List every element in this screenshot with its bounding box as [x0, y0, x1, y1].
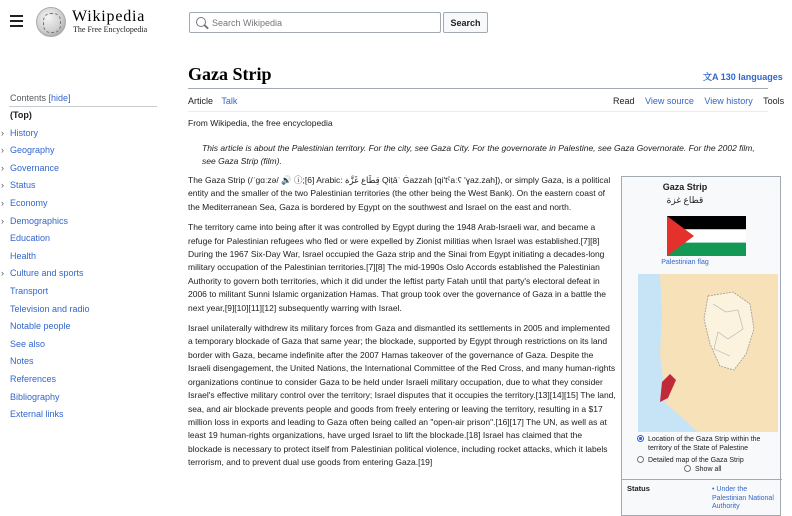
toc-item-label: Transport [10, 285, 49, 296]
toc-item[interactable] [0, 321, 160, 339]
infobox [621, 176, 781, 516]
toc-item[interactable] [0, 198, 160, 216]
toc-item[interactable] [0, 339, 160, 357]
main-menu-icon[interactable] [10, 15, 23, 27]
search-icon [196, 17, 206, 27]
toc-item-label: History [10, 127, 39, 138]
toc-item[interactable] [0, 374, 160, 392]
site-header [0, 0, 768, 46]
toc-item-label: Notes [10, 356, 34, 367]
toc-item[interactable] [0, 268, 160, 286]
toc-item[interactable] [0, 356, 160, 374]
chevron-right-icon[interactable]: › [1, 215, 4, 226]
page-title: Gaza Strip [188, 64, 272, 84]
toc-item-label: Governance [10, 162, 60, 173]
logo-wordmark[interactable]: Wikipedia [72, 8, 146, 25]
tab-read[interactable]: Read [613, 96, 635, 112]
toc-item-label: Geography [10, 145, 55, 156]
languages-button[interactable] [703, 70, 783, 83]
toc-item-label: Culture and sports [10, 268, 84, 279]
toc-item[interactable] [0, 145, 160, 163]
infobox-divider [622, 479, 782, 480]
toc-item-label: Status [10, 180, 36, 191]
infobox-title: Gaza Strip [662, 182, 708, 192]
paragraph-intro: The Gaza Strip (/ˈɡɑːzə/ 🔊 ⓘ;[6] Arabic: قِطَاع غَزَّة Qiṭāʿ Ġazzah [qi'tˤaːʕ 'ɣaz.zah]), or simply Gaza, is a political entity and the smaller of the two Palestinian territories (the other being the West Bank). On the eastern coast of the Mediterranean Sea, Gaza is bordered by Egypt on the southwest and Israel on the east and north. [188, 175, 611, 212]
toc-item[interactable] [0, 251, 160, 269]
paragraph-blockade: Israel unilaterally withdrew its military forces from Gaza and dismantled its settlements in 2005 and implemented a temporary blockade of Gaza that same year; the blockade, supported by Egypt through restrictions on its land border with Gaza, became indefinite after the 2007 Hamas takeover of the governance of Gaza. Despite the Israeli disengagement, the United Nations, the International Committee of the Red Cross, and many human-rights organizations continue to consider Gaza to be held under Israeli military occupation, due to what they consider Israel's effective military control over the territory; Israel disputes that it occupies the territory.[13][14][15] The land, sea, and air blockade prevents people and goods from freely entering or leaving the territory, resulting in a $17 million loss in exports and leading to Gaza often being called an "open-air prison".[16][17] The UN, as well as at least 19 human-rights organizations, have urged Israel to lift the blockade.[18] Israel has claimed that the blockade is necessary to protect itself from Palestinian political violence, including rocket attacks, which it labels terrorism, and to prevent dual use goods from entering Gaza.[19] [188, 323, 616, 468]
chevron-right-icon[interactable]: › [1, 145, 4, 156]
paragraph-history: The territory came into being after it was controlled by Egypt during the 1948 Arab-Israeli war, and became a refuge for Palestinian refugees who fled or were expelled by Zionist militias when Israel was established.[7][8] During the 1967 Six-Day War, Israel occupied the Gaza strip and the Sinai from Egypt initiating a decades-long military occupation of the Palestinian territories.[7][8] The mid-1990s Oslo Accords established the Palestinian Authority to govern both territories, which it did under the leftist party Fatah until that party's electoral defeat in 2006 to militant Sunni Islamic organization Hamas. That group took over the governance of Gaza in a battle the next year,[9][10][11][12] subsequently warring with Israel. [188, 222, 607, 313]
tab-view-history[interactable]: View history [704, 96, 753, 106]
toc-item[interactable] [0, 286, 160, 304]
toc-item-label: References [10, 373, 57, 384]
namespace-tabs [188, 96, 243, 106]
toc-item-label: Demographics [10, 215, 69, 226]
logo-tagline: The Free Encyclopedia [73, 25, 148, 34]
map-option-label: Location of the Gaza Strip within the territory of the State of Palestine [648, 436, 761, 452]
search-button[interactable]: Search [443, 12, 488, 33]
article-body [188, 174, 616, 477]
radio-icon [637, 456, 644, 463]
toc-item[interactable] [0, 409, 160, 427]
title-divider [188, 88, 768, 89]
tab-tools[interactable]: Tools [763, 96, 785, 106]
hatnote: This article is about the Palestinian territory. For the city, see Gaza City. For the governorate in Palestine, see Gaza Governorate. For the 2002 film, see Gaza Strip (film). [202, 143, 755, 166]
chevron-right-icon[interactable]: › [1, 127, 4, 138]
toc-item[interactable] [0, 233, 160, 251]
toc-hide-link[interactable]: [hide] [48, 93, 71, 103]
tabs-divider [188, 111, 768, 112]
infobox-native-name: قطاع غزة [666, 195, 704, 205]
status-value[interactable]: • Under the Palestinian National Authority [712, 486, 774, 510]
translate-icon: 文A [703, 72, 719, 82]
search-box[interactable] [189, 12, 441, 33]
radio-selected-icon [637, 435, 644, 442]
toc-item-label: (Top) [10, 110, 32, 120]
toc-item-label: Television and radio [10, 303, 90, 314]
view-tabs [613, 96, 792, 106]
site-subtitle: From Wikipedia, the free encyclopedia [188, 118, 333, 128]
toc-item[interactable] [0, 128, 160, 146]
toc-item-label: Notable people [10, 321, 71, 332]
map-option-label: Detailed map of the Gaza Strip [648, 457, 744, 464]
wikipedia-globe-logo[interactable] [36, 7, 66, 37]
status-label: Status [627, 484, 650, 493]
chevron-right-icon[interactable]: › [1, 268, 4, 279]
palestinian-flag-image[interactable] [667, 216, 746, 256]
radio-icon [684, 465, 691, 472]
map-option-detailed[interactable] [637, 456, 744, 465]
chevron-right-icon[interactable]: › [1, 180, 4, 191]
toc-list [0, 110, 160, 427]
chevron-right-icon[interactable]: › [1, 162, 4, 173]
chevron-right-icon[interactable]: › [1, 197, 4, 208]
toc-item-label: Health [10, 250, 37, 261]
search-input[interactable] [212, 15, 437, 30]
toc-item[interactable] [0, 110, 160, 128]
toc-divider [9, 106, 157, 107]
toc-item-label: External links [10, 409, 64, 420]
toc-item-label: See also [10, 338, 46, 349]
location-map-image[interactable] [638, 274, 778, 432]
toc-contents-label: Contents [10, 93, 47, 103]
tab-view-source[interactable]: View source [645, 96, 694, 106]
toc-item[interactable] [0, 163, 160, 181]
toc-item[interactable] [0, 392, 160, 410]
map-option-location[interactable] [637, 435, 770, 453]
tab-talk[interactable]: Talk [221, 96, 238, 106]
toc-item[interactable] [0, 180, 160, 198]
flag-caption-link[interactable]: Palestinian flag [661, 259, 709, 266]
toc-item-label: Economy [10, 197, 48, 208]
toc-item-label: Education [10, 233, 51, 244]
map-option-show-all[interactable] [684, 465, 721, 474]
toc-title [10, 93, 71, 103]
map-option-label: Show all [695, 466, 722, 473]
languages-label: 130 languages [720, 72, 783, 82]
tab-article[interactable]: Article [188, 96, 213, 112]
toc-item-label: Bibliography [10, 391, 60, 402]
toc-item[interactable] [0, 304, 160, 322]
toc-item[interactable] [0, 216, 160, 234]
